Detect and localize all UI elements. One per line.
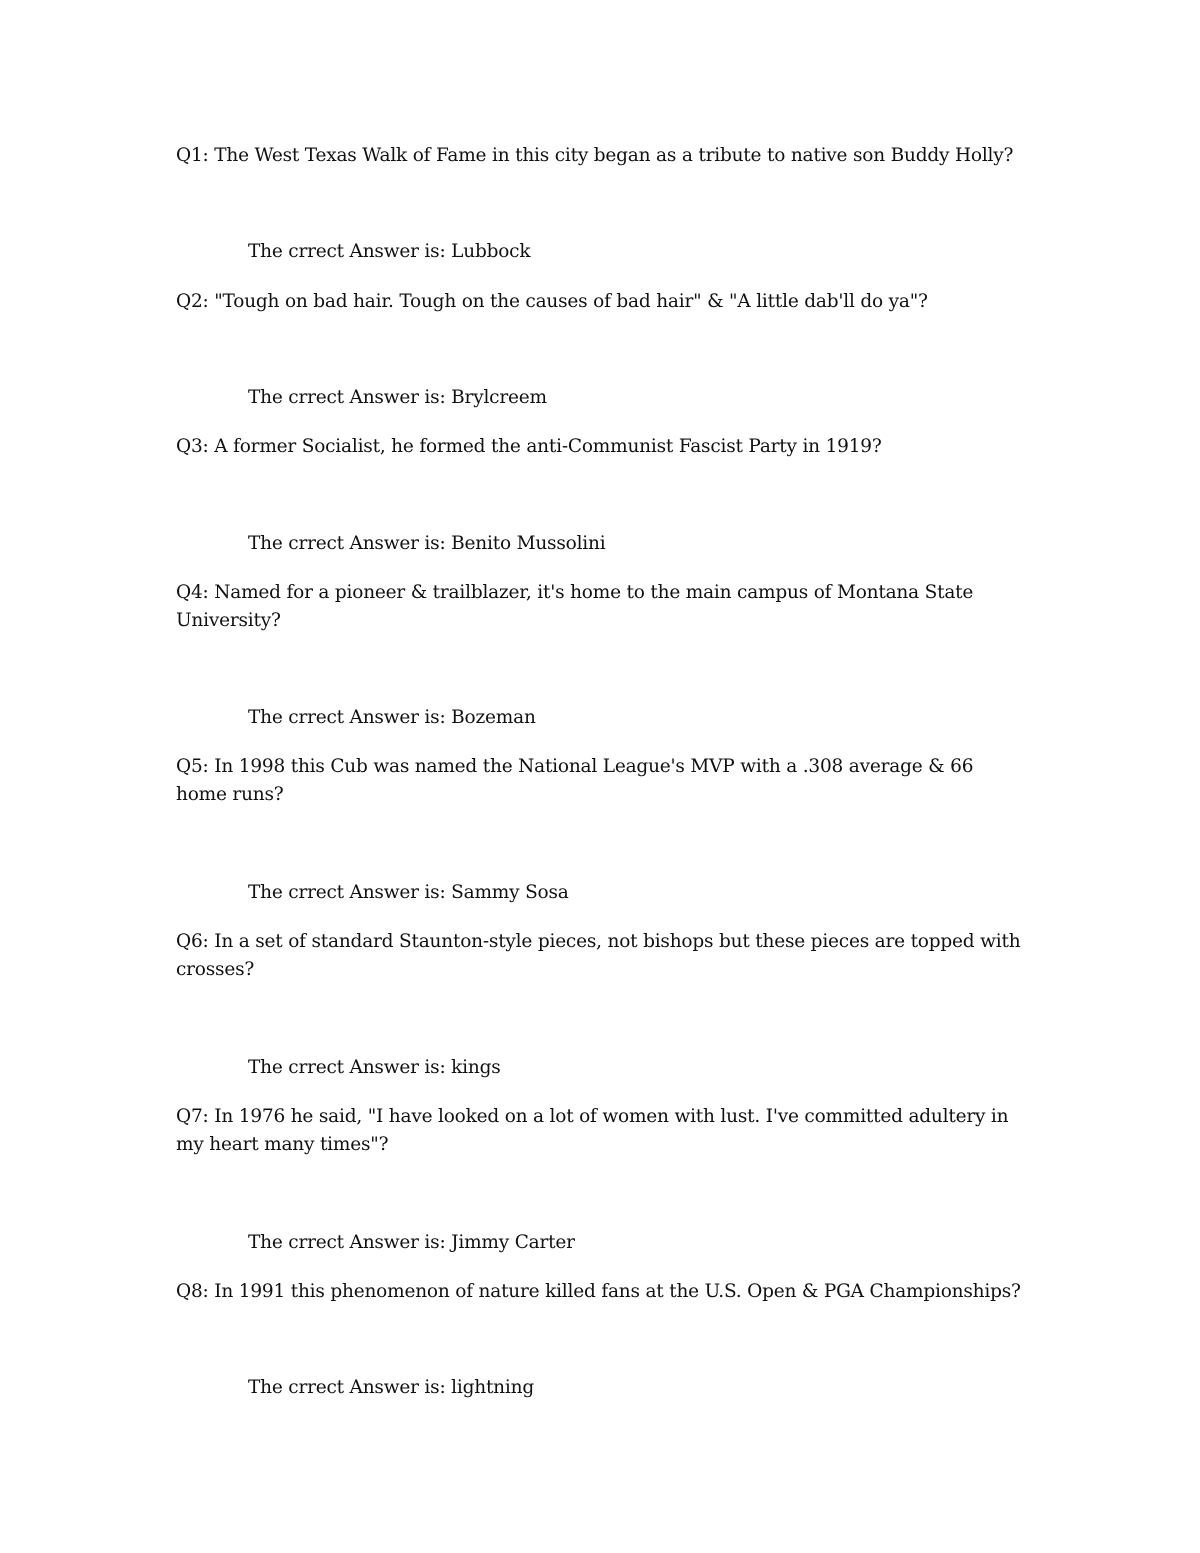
question-4: Q4: Named for a pioneer & trailblazer, it's home to the main campus of Montana State University? <box>176 582 974 631</box>
answer-2: The crrect Answer is: Brylcreem <box>248 387 547 408</box>
answer-4: The crrect Answer is: Bozeman <box>248 707 536 728</box>
answer-8: The crrect Answer is: lightning <box>248 1377 534 1398</box>
answer-5: The crrect Answer is: Sammy Sosa <box>248 882 569 903</box>
question-8: Q8: In 1991 this phenomenon of nature killed fans at the U.S. Open & PGA Championships? <box>176 1281 1021 1302</box>
question-1: Q1: The West Texas Walk of Fame in this city began as a tribute to native son Buddy Holly? <box>176 145 1014 166</box>
question-3: Q3: A former Socialist, he formed the anti-Communist Fascist Party in 1919? <box>176 436 882 457</box>
answer-7: The crrect Answer is: Jimmy Carter <box>248 1232 575 1253</box>
question-6: Q6: In a set of standard Staunton-style pieces, not bishops but these pieces are topped with crosses? <box>176 931 1021 980</box>
answer-6: The crrect Answer is: kings <box>248 1057 501 1078</box>
question-2: Q2: "Tough on bad hair. Tough on the causes of bad hair" & "A little dab'll do ya"? <box>176 291 928 312</box>
answer-1: The crrect Answer is: Lubbock <box>248 241 531 262</box>
question-5: Q5: In 1998 this Cub was named the National League's MVP with a .308 average & 66 home runs? <box>176 756 974 805</box>
answer-3: The crrect Answer is: Benito Mussolini <box>248 533 606 554</box>
question-7: Q7: In 1976 he said, "I have looked on a lot of women with lust. I've committed adultery in my heart many times"? <box>176 1106 1009 1155</box>
